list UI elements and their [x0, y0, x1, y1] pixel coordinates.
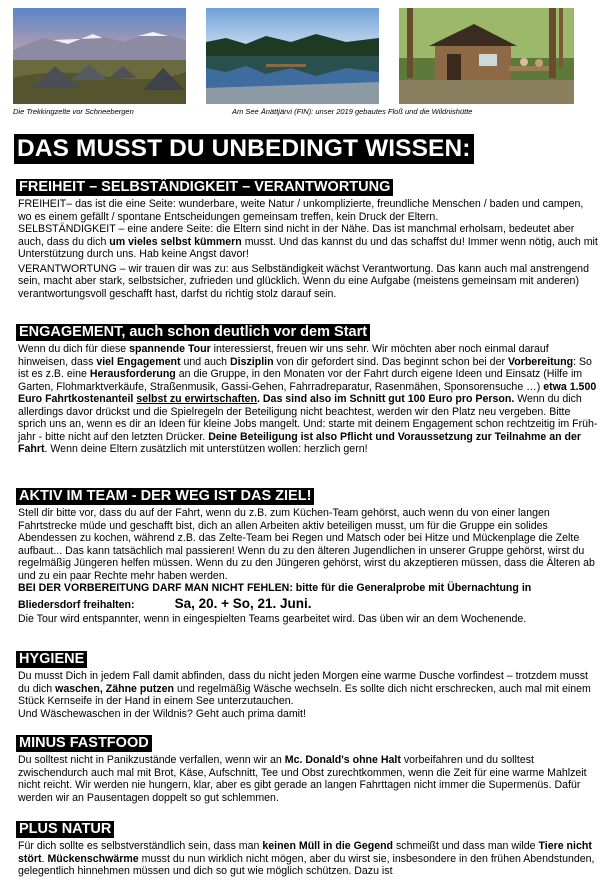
text-verantwortung: – wir trauen dir was zu: aus Selbständigkeit wächst Verantwortung. Das kann auch mal anstrengend sein, macht aber stark, selbstsicher, zufrieden und glücklich. Wenn du eine Aufgabe (meistens gemeinsam mit anderen) verantwortungsvoll geschafft hast, darfst du richtig stolz darauf sein. — [18, 262, 589, 300]
text-2: interessierst, freuen wir uns sehr. Wir möchten aber noch einmal darauf hinweisen, dass — [18, 343, 549, 368]
section-heading-hygiene: HYGIENE — [16, 651, 87, 668]
bold-natur-3: Mückenschwärme — [47, 852, 139, 865]
paragraph-engagement — [18, 343, 598, 456]
paragraph-hygiene — [18, 670, 598, 708]
bold-fastfood: Mc. Donald's ohne Halt — [284, 754, 401, 766]
text-natur-4: musst du nun wirklich nicht mögen, aber du wirst sie, insbesondere in den frühen Abendstunden, gelegentlich hinnehmen müssen und dich so gut wie möglich schützen. Dazu ist — [18, 852, 595, 877]
section-fastfood — [16, 734, 600, 804]
term-verantwortung: VERANTWORTUNG — [18, 262, 117, 275]
page-title: DAS MUSST DU UNBEDINGT WISSEN: — [14, 134, 474, 164]
paragraph-selbstaendigkeit — [18, 223, 598, 261]
section-heading-fastfood: MINUS FASTFOOD — [16, 735, 152, 752]
text-natur-3: . — [41, 852, 48, 865]
bold-8: Deine Beteiligung ist also Pflicht und Voraussetzung zur Teilnahme an der Fahrt — [18, 430, 582, 455]
photo-lake — [206, 8, 379, 104]
paragraph-verantwortung — [18, 263, 598, 301]
text-6: an die Gruppe, in den Monaten vor der Fahrt durch eigene Ideen und Einsatz (Hilfe im Garten, Flohmarktverkäufe, Straßenmusik, Gassi-Gehen, Fahrradreparatur, Rasenmähen, Sponsorensuche …) — [18, 368, 583, 393]
section-heading-freiheit: FREIHEIT – SELBSTÄNDIGKEIT – VERANTWORTUNG — [16, 179, 393, 196]
bold-6: etwa 1.500 Euro Fahrtkostenanteil — [18, 380, 597, 405]
bold-underline-1: selbst zu erwirtschaften — [136, 393, 258, 405]
text-3: und auch — [180, 355, 230, 368]
photo-strip — [0, 8, 614, 120]
bold-4: Vorbereitung — [507, 355, 574, 368]
text-hygiene-1: Du musst Dich in jedem Fall damit abfinden, dass du nicht jeden Morgen eine warme Dusche vorfindest – trotzdem musst du dich — [18, 670, 588, 695]
section-aktiv-im-team — [16, 487, 600, 625]
bold-7: . Das sind also im Schnitt gut 100 Euro pro Person. — [257, 393, 515, 405]
term-freiheit: FREIHEIT — [18, 198, 67, 210]
section-natur — [16, 820, 600, 878]
paragraph-freiheit — [18, 198, 598, 223]
bold-hygiene: waschen, Zähne putzen — [55, 682, 175, 695]
section-hygiene — [16, 650, 600, 720]
text-freiheit: – das ist die eine Seite: wunderbare, weite Natur / unkomplizierte, freundliche Menschen / baden und campen, wo es einem gefällt / spontane Entscheidungen gemeinsam treffen, kein Druck der Eltern. — [18, 198, 584, 223]
section-heading-engagement: ENGAGEMENT, auch schon deutlich vor dem Start — [16, 324, 370, 341]
bold-1: spannende Tour — [129, 343, 211, 355]
bold-natur-1: keinen Müll in die Gegend — [262, 840, 394, 852]
bold-bliedersdorf: Bliedersdorf freihalten: — [18, 598, 135, 611]
paragraph-natur — [18, 840, 598, 878]
photo-trekking-tents — [13, 8, 186, 104]
term-selbstaendigkeit: SELBSTÄNDIGKEIT — [18, 223, 116, 235]
photo-caption-2: Am See Änättjärvi (FIN): unser 2019 gebautes Floß und die Wildnishütte — [232, 107, 473, 116]
text-4: von dir gefordert sind. Das beginnt schon bei der — [273, 355, 508, 368]
text-hygiene-2: und regelmäßig Wäsche wechseln. Es sollte dich nicht erschrecken, auch mal mit einem Stück Kernseife in der Hand in einem See unterzutauchen. — [18, 682, 591, 707]
bold-3: Disziplin — [230, 355, 274, 368]
text-fastfood-1: Du solltest nicht in Panikzustände verfallen, wenn wir an — [18, 754, 285, 766]
text-fastfood-2: vorbeifahren und du solltest zwischendurch auch mal mit Brot, Käse, Aufschnitt, Tee und Obst zurechtkommen, wenn die Zeit für eine warme Mahlzeit nicht reicht. Wir werden nie hungern, klar, aber es gibt gerade an langen Fahrttagen nicht immer die Supermenüs. Dafür werden wir an Pausentagen doppelt so gut schlemmen. — [18, 754, 587, 804]
bold-2: viel Engagement — [96, 355, 181, 368]
text-selbstaendigkeit-1: – eine andere Seite: die Eltern sind nicht in der Nähe. Das ist manchmal erholsam, bedeutet aber auch, dass du dich — [18, 223, 575, 248]
paragraph-team-end: Die Tour wird entspannter, wenn in eingespielten Teams gearbeitet wird. Das üben wir an dem Wochenende. — [18, 612, 527, 625]
text-7: Wenn du dich allerdings davor drückst und die Spielregeln der Beteiligung nicht beachtest, werden wir den Platz neu vergeben. Bitte sprich uns an, wenn es dir an Ideen für kleine Jobs mangelt. Und: starte mit deinem Engagement schon rechtzeitig im Früh-jahr - bitte nicht auf den letzten Drücker. — [18, 393, 598, 443]
text-natur-1: Für dich sollte es selbstverständlich sein, dass man — [18, 840, 263, 852]
paragraph-hygiene-2: Und Wäschewaschen in der Wildnis? Geht auch prima damit! — [18, 707, 306, 720]
generalprobe-date: Sa, 20. + So, 21. Juni. — [174, 595, 312, 611]
photo-wilderness-hut — [399, 8, 574, 104]
paragraph-fastfood — [18, 754, 598, 804]
text-5: : So ist es z.B. eine — [18, 355, 592, 380]
paragraph-vorbereitung — [18, 582, 598, 595]
text-8: . Wenn deine Eltern zusätzlich mit unterstützen wollen: herzlich gern! — [44, 443, 368, 455]
text-natur-2: schmeißt und dass man wilde — [393, 840, 539, 852]
section-heading-team: AKTIV IM TEAM - DER WEG IST DAS ZIEL! — [16, 488, 314, 505]
paragraph-team: Stell dir bitte vor, dass du auf der Fahrt, wenn du z.B. zum Küchen-Team gehörst, auch wenn du von einer langen Fahrtstrecke müde und geschafft bist, dich an allen Arbeiten aktiv beteiligen musst, um für die Gruppe ein solides Abendessen zu kochen, während z.B. das Zelte-Team bei Regen und Matsch oder bei Hitze und Mückenplage die Zelte aufbaut... Das kann tatsächlich mal passieren! Wenn du zu den älteren Jugendlichen in unserer Gruppe gehörst, wirst du regelmäßig Jüngeren helfen müssen. Wenn du zu den Jüngeren gehörst, wirst du akzeptieren müssen, dass die Älteren ab und zu ein paar Rechte mehr haben werden. — [18, 507, 595, 582]
section-engagement — [16, 323, 600, 456]
photo-caption-1: Die Trekkingzelte vor Schneebergen — [13, 107, 134, 116]
bold-natur-2: Tiere nicht stört — [18, 840, 592, 865]
paragraph-date-line — [18, 596, 598, 613]
text-selbstaendigkeit-bold: um vieles selbst kümmern — [109, 235, 242, 248]
bold-vorbereitung: BEI DER VORBEREITUNG DARF MAN NICHT FEHLEN: bitte für die Generalprobe mit Übernachtung in — [18, 582, 532, 594]
section-heading-natur: PLUS NATUR — [16, 821, 114, 838]
section-freiheit — [16, 178, 600, 300]
text-selbstaendigkeit-2: musst. Und das kannst du und das schaffst du! Immer wenn nötig, auch mit Unterstützung durch uns. Hab keine Angst davor! — [18, 235, 598, 260]
text-1: Wenn du dich für diese — [18, 343, 130, 355]
bold-5: Herausforderung — [89, 368, 176, 380]
